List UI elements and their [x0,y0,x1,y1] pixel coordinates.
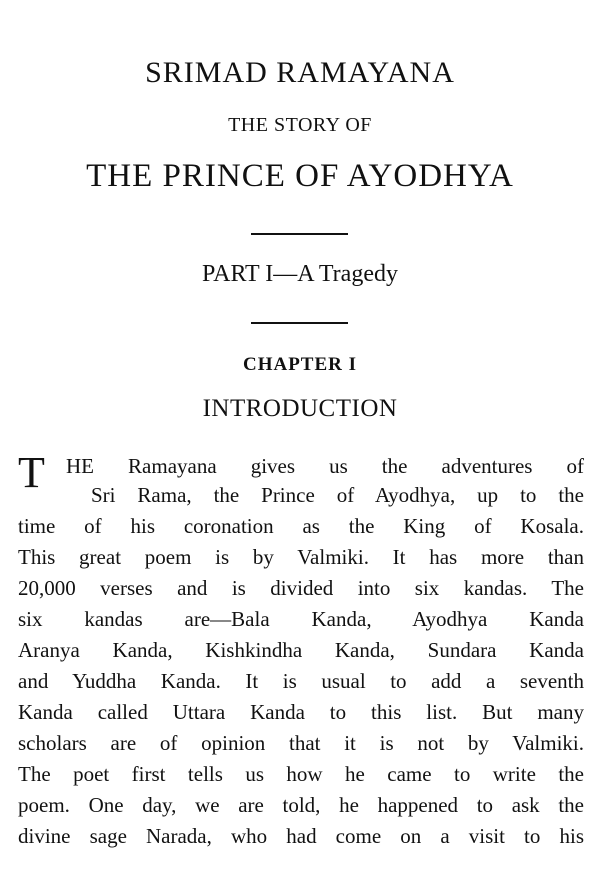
part-heading: PART I—A Tragedy [202,261,398,287]
chapter-label: CHAPTER I [242,354,358,375]
paragraph-line: 20,000 verses and is divided into six kandas. The [18,576,584,600]
paragraph-line: scholars are of opinion that it is not by Valmiki. [18,731,584,755]
paragraph-line: HE Ramayana gives us the adventures of [66,454,584,478]
book-title: SRIMAD RAMAYANA [145,56,455,89]
paragraph-line: The poet first tells us how he came to write the [18,762,584,786]
paragraph-line: divine sage Narada, who had come on a visit to his [18,824,584,848]
story-title: THE PRINCE OF AYODHYA [86,158,514,194]
paragraph-line: time of his coronation as the King of Kosala. [18,514,584,538]
drop-cap-letter: T [18,448,45,497]
paragraph-line: poem. One day, we are told, he happened to ask the [18,793,584,817]
book-subtitle: THE STORY OF [228,114,372,136]
paragraph-line: Sri Rama, the Prince of Ayodhya, up to the [91,483,584,507]
paragraph-line: This great poem is by Valmiki. It has more than [18,545,584,569]
paragraph-line: and Yuddha Kanda. It is usual to add a seventh [18,669,584,693]
paragraph-line: Kanda called Uttara Kanda to this list. But many [18,700,584,724]
middle-divider [251,322,348,324]
paragraph-line: Aranya Kanda, Kishkindha Kanda, Sundara Kanda [18,638,584,662]
top-divider [251,233,348,235]
chapter-heading: INTRODUCTION [202,395,398,422]
paragraph-line: six kandas are—Bala Kanda, Ayodhya Kanda [18,607,584,631]
